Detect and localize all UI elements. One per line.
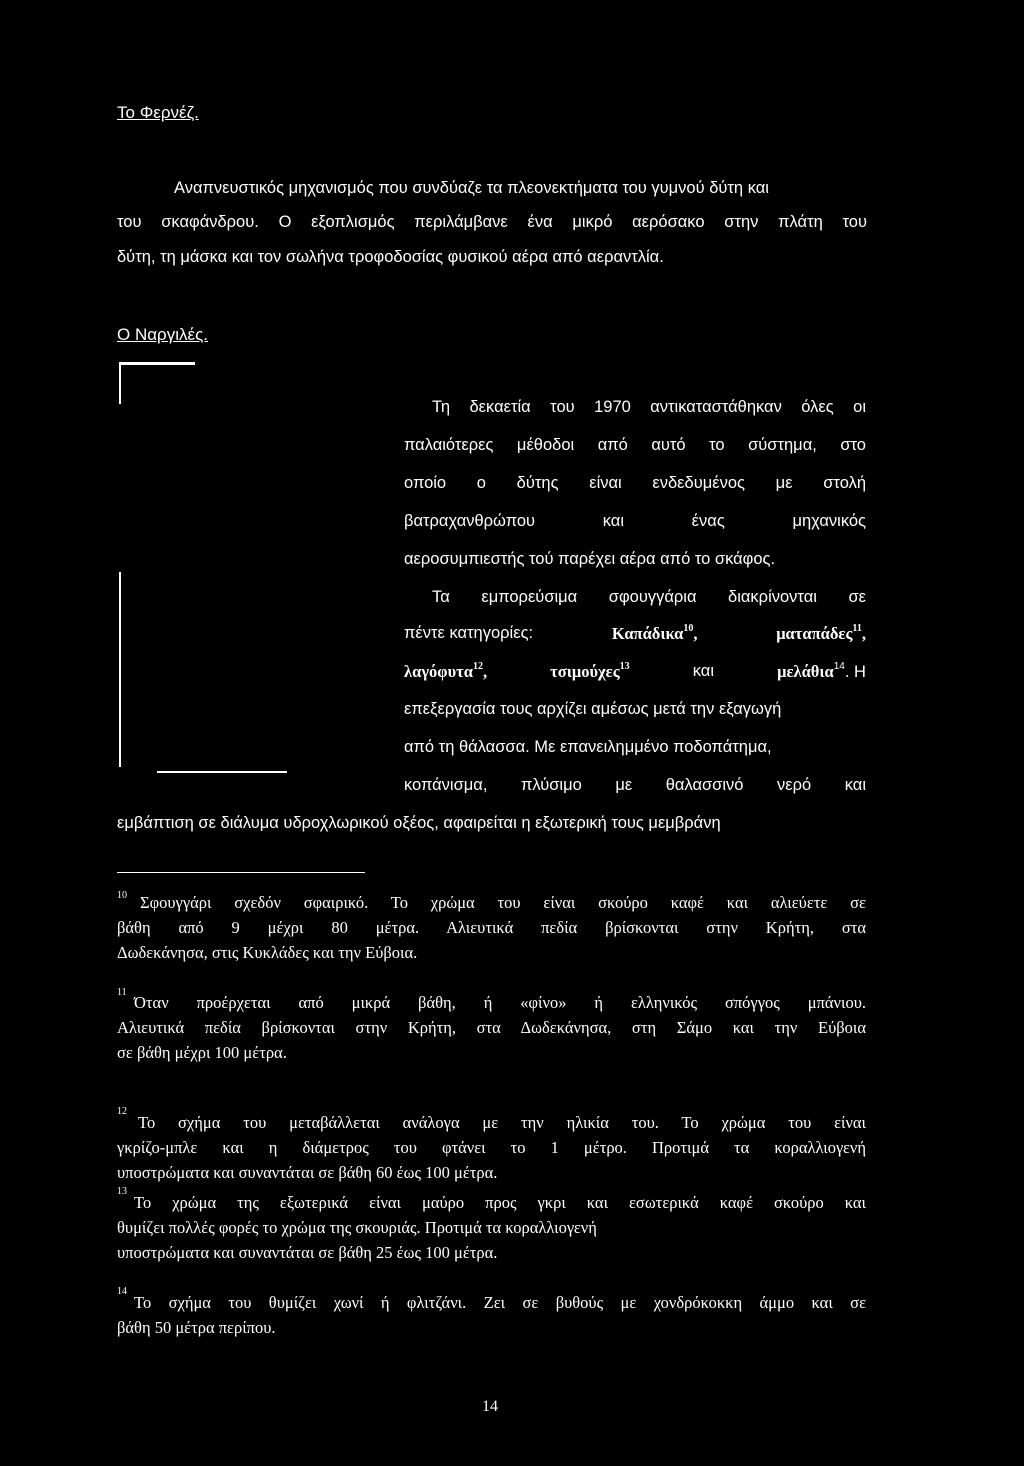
section-heading-nargile: Ο Ναργιλές. [117,325,208,344]
section-heading-ferne: Το Φερνέζ. [117,103,199,122]
footnote-line: γκρίζο-μπλε και η διάμετρος του φτάνει το 1 μέτρο. Προτιμά τα κοραλλιογενή [117,1138,866,1157]
footnote-number: 14 [117,1286,127,1297]
footnote-number: 11 [117,987,127,998]
ferne-line-3: δύτη, τη μάσκα και τον σωλήνα τροφοδοσίας φυσικού αέρα από αεραντλία. [117,248,664,266]
footnote-ref-14: 14 [833,661,845,672]
photo-frame-top-mark [119,362,195,365]
footnote-line: υποστρώματα και συναντάται σε βάθη 60 έως 100 μέτρα. [117,1163,498,1182]
sponges-line-7: εμβάπτιση σε διάλυμα υδροχλωρικού οξέος, αφαιρείται η εξωτερική τους μεμβράνη [117,814,721,832]
sponges-line-2 [404,624,866,644]
nargile-line-5: αεροσυμπιεστής τού παρέχει αέρα από το σκάφος. [404,550,776,568]
photo-frame-bottom-mark [157,771,287,773]
footnote-ref-10: 10 [683,623,694,634]
nargile-line-4: βατραχανθρώπου και ένας μηχανικός [404,512,866,530]
footnote-line: Το σχήμα του μεταβάλλεται ανάλογα με την ηλικία του. Το χρώμα του είναι [138,1113,866,1132]
footnote-line: Το χρώμα της εξωτερικά είναι μαύρο προς γκρι και εσωτερικά καφέ σκούρο και [134,1193,866,1212]
footnote-number: 12 [117,1106,127,1117]
footnote-line: θυμίζει πολλές φορές το χρώμα της σκουριάς. Προτιμά τα κοραλλιογενή [117,1218,597,1237]
footnote-ref-13: 13 [619,661,630,672]
sponges-line-1: Τα εμπορεύσιμα σφουγγάρια διακρίνονται σε [432,588,866,606]
nargile-line-3: οποίο ο δύτης είναι ενδεδυμένος με στολή [404,474,866,492]
footnote-line: υποστρώματα και συναντάται σε βάθη 25 έως 100 μέτρα. [117,1243,498,1262]
sponges-line-4: επεξεργασία τους αρχίζει αμέσως μετά την εξαγωγή [404,700,782,718]
footnote-line: σε βάθη μέχρι 100 μέτρα. [117,1043,287,1062]
sponges-line-6: κοπάνισμα, πλύσιμο με θαλασσινό νερό και [404,776,866,794]
categories-label: πέντε κατηγορίες: [404,624,534,642]
footnote-line: βάθη από 9 μέχρι 80 μέτρα. Αλιευτικά πεδία βρίσκονται στην Κρήτη, στα [117,918,866,937]
footnote-ref-12: 12 [472,661,483,672]
word-kai: και [692,662,715,680]
term-tsimouxes: τσιμούχες$^{13}$ [550,661,630,681]
page-number: 14 [482,1398,498,1415]
sponges-line-3 [404,662,866,682]
footnote-number: 10 [117,890,127,901]
nargile-line-2: παλαιότερες μέθοδοι από αυτό το σύστημα, στο [404,436,866,454]
footnote-line: Όταν προέρχεται από μικρά βάθη, ή «φίνο» ή ελληνικός σπόγγος μπάνιου. [134,993,866,1012]
footnote-number: 13 [117,1186,127,1197]
term-kapadika: Καπάδικα$^{10}$, [611,623,698,643]
term-melathia-group: μελάθια$^{14}$. Η [777,661,866,681]
sponges-line-5: από τη θάλασσα. Με επανειλημμένο ποδοπάτημα, [404,738,772,756]
footnote-line: Αλιευτικά πεδία βρίσκονται στην Κρήτη, στα Δωδεκάνησα, στη Σάμο και την Εύβοια [117,1018,866,1037]
photo-frame-left-mark-bottom [119,572,121,767]
footnote-line: βάθη 50 μέτρα περίπου. [117,1318,276,1337]
footnote-line: Σφουγγάρι σχεδόν σφαιρικό. Το χρώμα του είναι σκούρο καφέ και αλιεύετε σε [140,893,866,912]
footnote-line: Δωδεκάνησα, στις Κυκλάδες και την Εύβοια. [117,943,418,962]
term-lagofyta: λαγόφυτα$^{12}$, [404,661,488,681]
ferne-line-1: Αναπνευστικός μηχανισμός που συνδύαζε τα πλεονεκτήματα του γυμνού δύτη και [174,179,769,197]
footnote-line: Το σχήμα του θυμίζει χωνί ή φλιτζάνι. Ζει σε βυθούς με χονδρόκοκκη άμμο και σε [134,1293,866,1312]
photo-frame-left-mark-top [119,362,121,404]
term-melathia: μελάθια [777,662,834,681]
footnote-ref-11: 11 [852,623,862,634]
ferne-line-2: του σκαφάνδρου. Ο εξοπλισμός περιλάμβανε ένα μικρό αερόσακο στην πλάτη του [117,213,867,231]
footnote-separator [117,872,365,873]
nargile-line-1: Τη δεκαετία του 1970 αντικαταστάθηκαν όλες οι [432,398,866,416]
term-matapades: ματαπάδες$^{11}$, [776,623,866,643]
